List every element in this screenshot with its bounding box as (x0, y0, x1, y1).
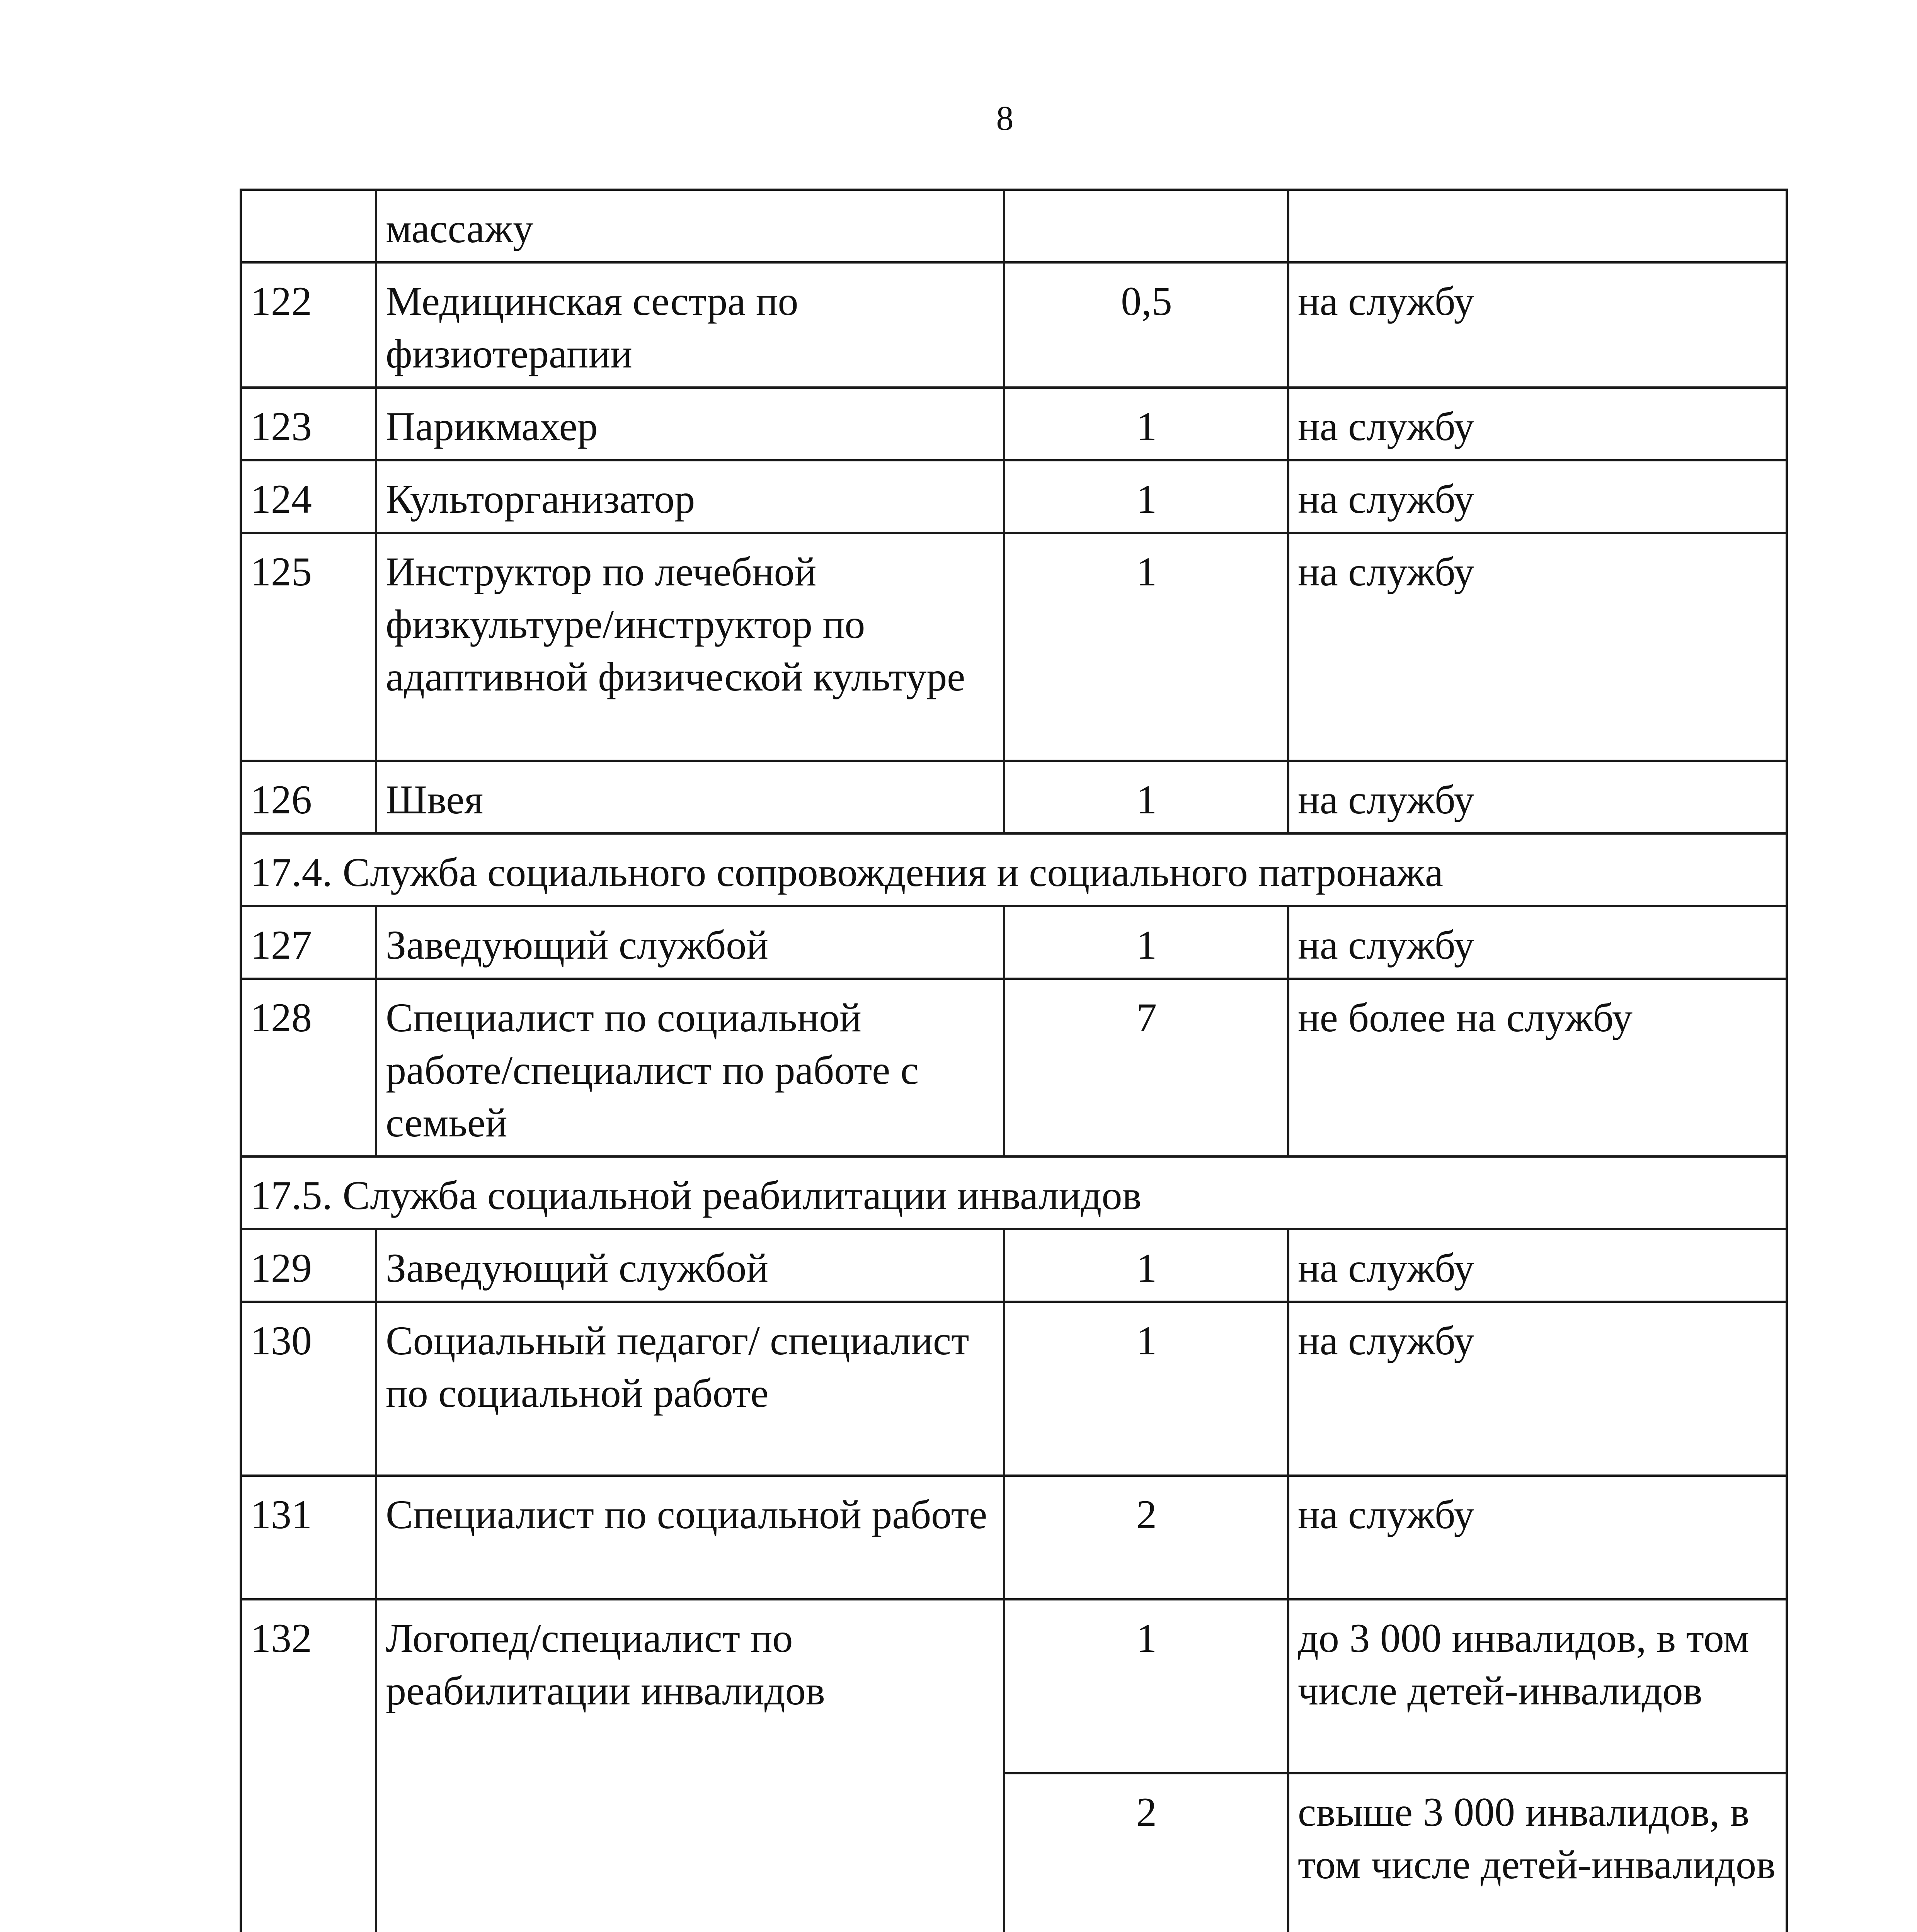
norm-note-cell: на службу (1288, 388, 1787, 460)
row-number-cell: 128 (241, 979, 376, 1156)
position-name-cell: Медицинская сестра по физиотерапии (376, 262, 1004, 388)
row-number-cell: 125 (241, 533, 376, 761)
norm-note-cell: на службу (1288, 262, 1787, 388)
section-header-row (241, 1156, 1787, 1229)
section-header-row (241, 833, 1787, 906)
position-name-cell: Специалист по социальной работе/специалист по работе с семьей (376, 979, 1004, 1156)
table-row (241, 761, 1787, 833)
row-number-cell: 124 (241, 460, 376, 533)
table-row (241, 1229, 1787, 1302)
norm-note-cell: на службу (1288, 1476, 1787, 1599)
page-number: 8 (996, 99, 1014, 138)
table-row (241, 190, 1787, 262)
quantity-cell: 1 (1004, 388, 1288, 460)
row-number-cell: 123 (241, 388, 376, 460)
position-name-cell: Социальный педагог/ специалист по социальной работе (376, 1302, 1004, 1476)
norm-note-cell: на службу (1288, 906, 1787, 979)
norm-note-cell: до 3 000 инвалидов, в том числе детей-инвалидов (1288, 1599, 1787, 1773)
row-number-cell (241, 190, 376, 262)
quantity-cell: 1 (1004, 1599, 1288, 1773)
quantity-cell: 7 (1004, 979, 1288, 1156)
row-number-cell: 126 (241, 761, 376, 833)
table-row (241, 460, 1787, 533)
position-name-cell: Специалист по социальной работе (376, 1476, 1004, 1599)
table-row (241, 262, 1787, 388)
norm-note-cell: свыше 3 000 инвалидов, в том числе детей-инвалидов (1288, 1773, 1787, 1932)
table-row (241, 979, 1787, 1156)
norm-note-cell: на службу (1288, 460, 1787, 533)
position-name-cell: массажу (376, 190, 1004, 262)
table-row (241, 906, 1787, 979)
staffing-table (240, 189, 1788, 1932)
table-row (241, 1599, 1787, 1773)
row-number-cell: 130 (241, 1302, 376, 1476)
table-row (241, 533, 1787, 761)
position-name-cell: Швея (376, 761, 1004, 833)
section-title-17-5: 17.5. Служба социальной реабилитации инвалидов (241, 1156, 1787, 1229)
quantity-cell: 0,5 (1004, 262, 1288, 388)
row-number-cell: 122 (241, 262, 376, 388)
table-row (241, 1302, 1787, 1476)
position-name-cell: Парикмахер (376, 388, 1004, 460)
position-name-cell: Логопед/специалист по реабилитации инвалидов (376, 1599, 1004, 1932)
quantity-cell: 1 (1004, 533, 1288, 761)
quantity-cell: 1 (1004, 761, 1288, 833)
norm-note-cell: на службу (1288, 1229, 1787, 1302)
quantity-cell (1004, 190, 1288, 262)
position-name-cell: Заведующий службой (376, 1229, 1004, 1302)
norm-note-cell: не более на службу (1288, 979, 1787, 1156)
table-row (241, 1476, 1787, 1599)
quantity-cell: 2 (1004, 1476, 1288, 1599)
table-row (241, 388, 1787, 460)
row-number-cell: 132 (241, 1599, 376, 1932)
norm-note-cell (1288, 190, 1787, 262)
row-number-cell: 129 (241, 1229, 376, 1302)
position-name-cell: Культорганизатор (376, 460, 1004, 533)
quantity-cell: 1 (1004, 1229, 1288, 1302)
norm-note-cell: на службу (1288, 1302, 1787, 1476)
norm-note-cell: на службу (1288, 533, 1787, 761)
quantity-cell: 1 (1004, 906, 1288, 979)
position-name-cell: Заведующий службой (376, 906, 1004, 979)
quantity-cell: 1 (1004, 1302, 1288, 1476)
position-name-cell: Инструктор по лечебной физкультуре/инструктор по адаптивной физической культуре (376, 533, 1004, 761)
quantity-cell: 2 (1004, 1773, 1288, 1932)
section-title-17-4: 17.4. Служба социального сопровождения и социального патронажа (241, 833, 1787, 906)
quantity-cell: 1 (1004, 460, 1288, 533)
row-number-cell: 127 (241, 906, 376, 979)
norm-note-cell: на службу (1288, 761, 1787, 833)
row-number-cell: 131 (241, 1476, 376, 1599)
